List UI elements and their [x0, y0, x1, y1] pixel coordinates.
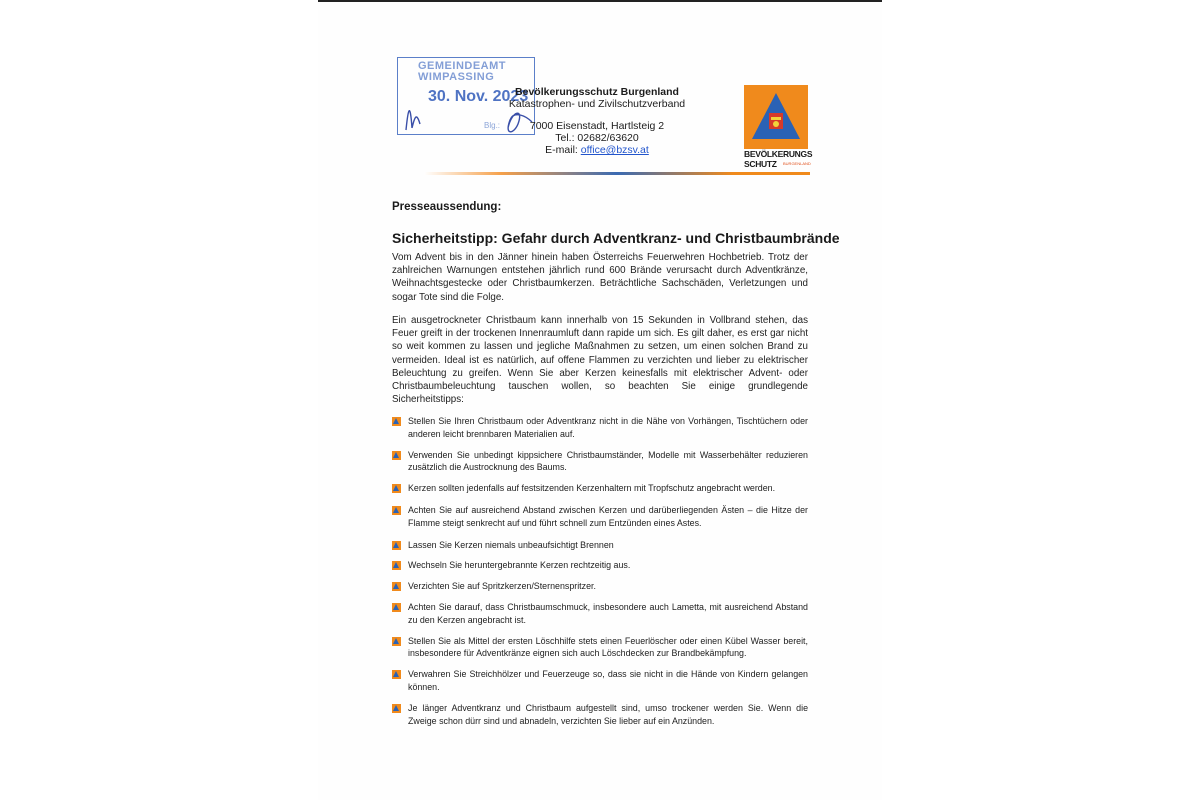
- paragraph-1: Vom Advent bis in den Jänner hinein haben Österreichs Feuerwehren Hochbetrieb. Trotz der zahlreichen Warnungen entstehen jährlich rund 600 Brände verursacht durch Adventkränze, Weihnachtsgestecke oder Christbaumkerzen. Beträchtliche Sachschäden, Verletzungen und sogar Tote sind die Folge.: [392, 252, 808, 303]
- list-item-text: Stellen Sie Ihren Christbaum oder Adventkranz nicht in die Nähe von Vorhängen, Tischtüchern oder anderen leicht brennbaren Materialien auf.: [408, 416, 808, 439]
- bullet-icon: [392, 484, 401, 493]
- list-item: [392, 601, 808, 627]
- list-item: [392, 482, 808, 495]
- stamp-blg: Blg.:: [484, 121, 501, 130]
- list-item: [392, 415, 808, 441]
- bullet-icon: [392, 417, 401, 426]
- list-item-text: Achten Sie auf ausreichend Abstand zwischen Kerzen und darüberliegenden Ästen – die Hitze der Flamme steigt senkrecht auf und führt schnell zum Entzünden eines Astes.: [408, 504, 808, 528]
- bullet-icon: [392, 670, 401, 679]
- list-item: [392, 504, 808, 530]
- org-name: Bevölkerungsschutz Burgenland: [515, 86, 679, 98]
- org-address: 7000 Eisenstadt, Hartlsteig 2: [529, 120, 665, 132]
- stamp-line-2: WIMPASSING: [418, 71, 495, 83]
- email-label: E-mail:: [545, 144, 581, 156]
- organization-header: [486, 86, 708, 156]
- list-item-text: Wechseln Sie heruntergebrannte Kerzen rechtzeitig aus.: [408, 560, 631, 571]
- bullet-icon: [392, 603, 401, 612]
- header-divider: [424, 172, 810, 175]
- list-item: [392, 539, 808, 552]
- list-item: [392, 559, 808, 572]
- org-email-line: [486, 144, 708, 156]
- safety-tips-list: [392, 415, 808, 727]
- list-item-text: Stellen Sie als Mittel der ersten Löschhilfe stets einen Feuerlöscher oder einen Kübel Wasser bereit, insbesondere für Adventkränze eignen sich auch Löschdecken zur Brandbekämpfung.: [408, 635, 808, 659]
- logo-text-line-1: BEVÖLKERUNGS: [744, 149, 813, 159]
- bullet-icon: [392, 561, 401, 570]
- list-item-text: Verzichten Sie auf Spritzkerzen/Sternenspritzer.: [408, 581, 596, 592]
- scan-top-edge: [318, 0, 882, 2]
- bullet-icon: [392, 451, 401, 460]
- bullet-icon: [392, 541, 401, 550]
- list-item-text: Je länger Adventkranz und Christbaum aufgestellt sind, umso trockener werden Sie. Wenn die Zweige schon dürr sind und abnadeln, verzichten Sie lieber auf ein Anzünden.: [408, 702, 808, 726]
- paragraph-2: Ein ausgetrockneter Christbaum kann innerhalb von 15 Sekunden in Vollbrand stehen, das Feuer greift in der trockenen Innenraumluft dann rapide um sich. Es gilt daher, es erst gar nicht so weit kommen zu lassen und jegliche Maßnahmen zu setzen, um einen solchen Brand zu vermeiden. Ideal ist es natürlich, auf offene Flammen zu verzichten und lieber zu elektrischer Beleuchtung zu greifen. Wenn Sie aber Kerzen keinesfalls mit elektrischer Advent- oder Christbaumbeleuchtung tauschen wollen, so beachten Sie einige grundlegende Sicherheitstipps:: [392, 315, 808, 406]
- list-item: [392, 635, 808, 661]
- logo-text-line-2: SCHUTZ: [744, 159, 777, 169]
- bullet-icon: [392, 506, 401, 515]
- org-phone: Tel.: 02682/63620: [555, 132, 639, 144]
- list-item: [392, 580, 808, 593]
- org-subtitle: Katastrophen- und Zivilschutzverband: [508, 98, 686, 110]
- list-item-text: Achten Sie darauf, dass Christbaumschmuck, insbesondere auch Lametta, mit ausreichend Abstand zu den Kerzen angebracht ist.: [408, 601, 808, 625]
- list-item-text: Lassen Sie Kerzen niemals unbeaufsichtigt Brennen: [408, 539, 614, 550]
- stamp-line-1: GEMEINDEAMT: [418, 60, 506, 72]
- list-item-text: Kerzen sollten jedenfalls auf festsitzenden Kerzenhaltern mit Tropfschutz angebracht werden.: [408, 483, 776, 494]
- list-item: [392, 449, 808, 475]
- list-item: [392, 668, 808, 694]
- list-item-text: Verwahren Sie Streichhölzer und Feuerzeuge so, dass sie nicht in die Hände von Kindern gelangen können.: [408, 669, 808, 692]
- doc-title: Sicherheitstipp: Gefahr durch Adventkranz- und Christbaumbrände: [392, 230, 840, 246]
- email-link[interactable]: office@bzsv.at: [580, 144, 649, 156]
- stamp-date: 30. Nov. 2023: [428, 88, 529, 105]
- bzsv-logo: [744, 85, 813, 171]
- logo-triangle-icon: [750, 91, 802, 143]
- bullet-icon: [392, 582, 401, 591]
- list-item-text: Verwenden Sie unbedingt kippsichere Christbaumständer, Modelle mit Wasserbehälter reduzieren zusätzlich die Austrocknung des Baums.: [408, 449, 808, 473]
- doc-label: Presseaussendung:: [392, 201, 502, 213]
- logo-text-line-3: BURGENLAND: [783, 161, 811, 166]
- list-item: [392, 702, 808, 728]
- bullet-icon: [392, 704, 401, 713]
- bullet-icon: [392, 637, 401, 646]
